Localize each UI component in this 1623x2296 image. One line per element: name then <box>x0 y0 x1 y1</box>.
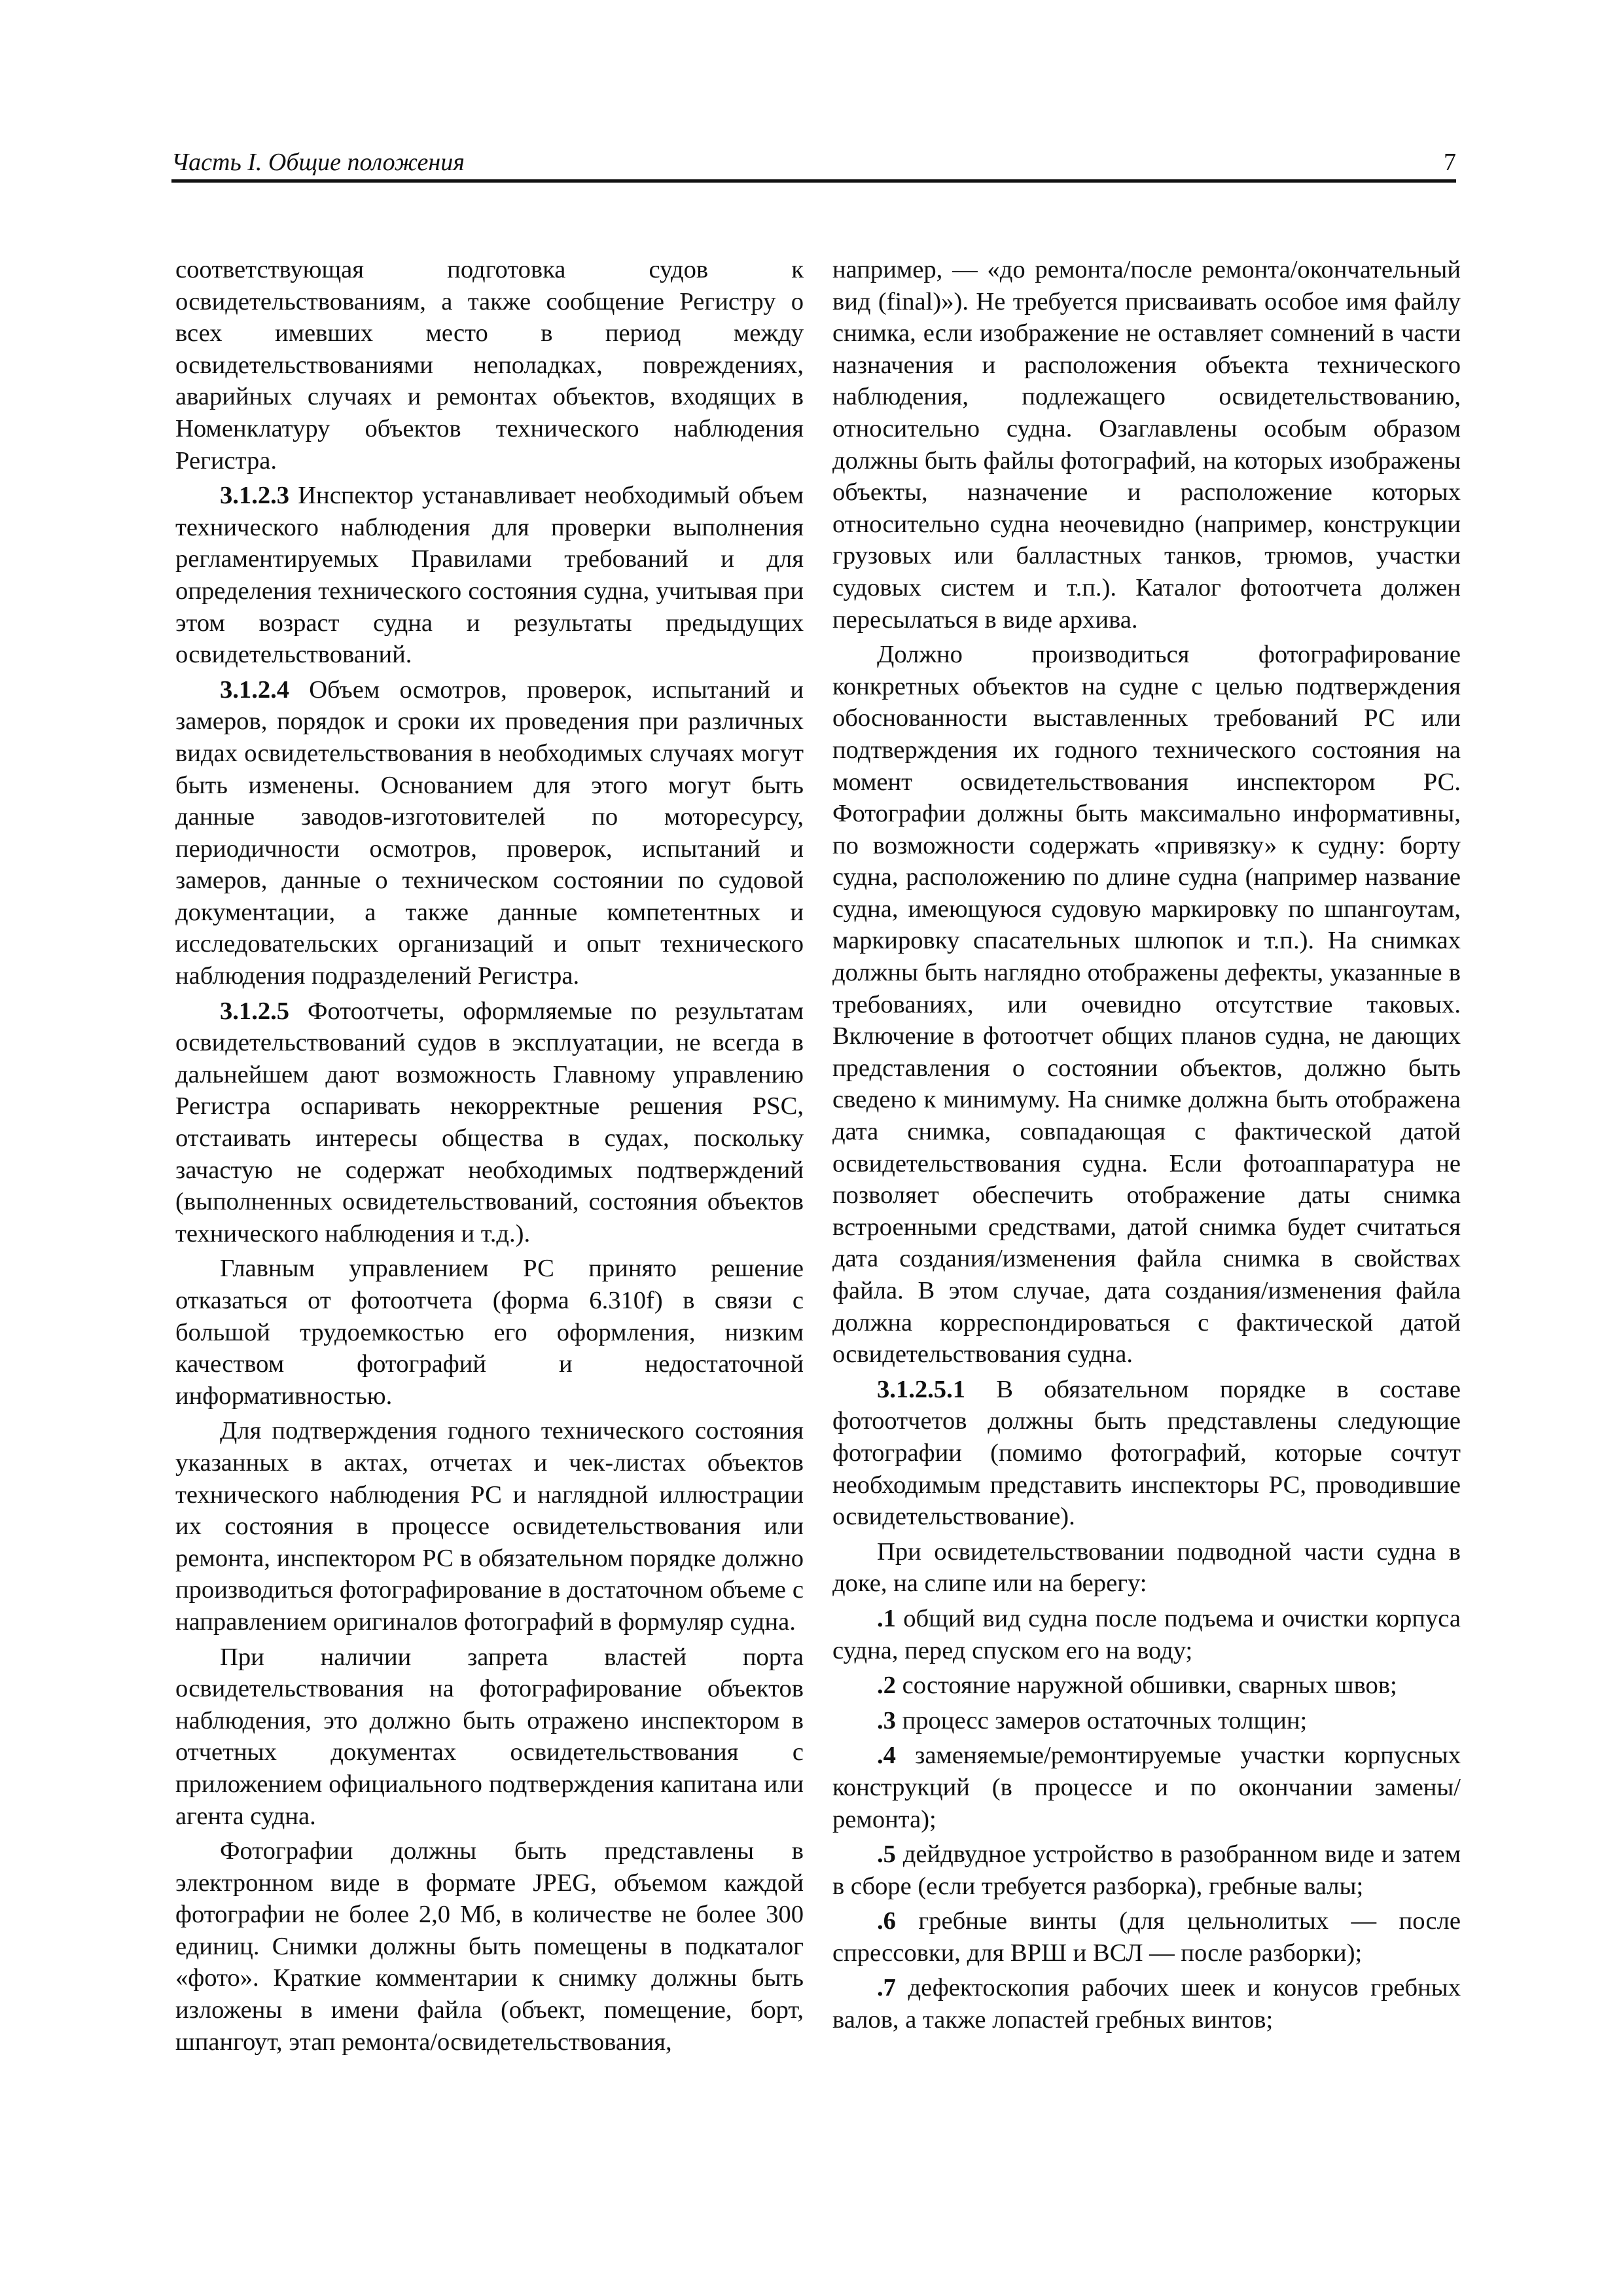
item-number: .6 <box>877 1907 896 1935</box>
list-item <box>832 1905 1461 1969</box>
list-item <box>832 1839 1461 1902</box>
list-item-text: дефектоскопия рабочих шеек и конусов гребных валов, а также лопастей гребных винтов; <box>832 1974 1461 2034</box>
paragraph <box>175 674 804 992</box>
section-number: 3.1.2.3 <box>220 482 290 510</box>
list-item-text: заменяемые/ремонтируемые участки корпусных конструкций (в процессе и по окончании замены/ремонта); <box>832 1742 1461 1833</box>
paragraph <box>175 996 804 1250</box>
list-item-text: общий вид судна после подъема и очистки корпуса судна, перед спуском его на воду; <box>832 1604 1461 1664</box>
paragraph <box>175 254 804 476</box>
paragraph-text: Главным управлением РС принято решение отказаться от фотоотчета (форма 6.310f) в связи с большой трудоемкостью его оформления, низким качеством фотографий и недостаточной информативностью. <box>175 1255 804 1410</box>
page-header <box>171 145 1456 183</box>
section-number: 3.1.2.4 <box>220 675 290 704</box>
list-item <box>832 1740 1461 1835</box>
paragraph-text: В обязательном порядке в составе фотоотчетов должны быть представлены следующие фотографии (помимо фотографий, которые сочтут необходимым представить инспекторы РС, проводившие освидетельствование). <box>832 1375 1461 1531</box>
item-number: .4 <box>877 1742 896 1770</box>
item-number: .7 <box>877 1974 896 2002</box>
section-number: 3.1.2.5.1 <box>877 1375 966 1403</box>
paragraph-text: Объем осмотров, проверок, испытаний и замеров, порядок и сроки их проведения при различных видах освидетельствования в необходимых случаях могут быть изменены. Основанием для этого могут быть данные заводов-изготовителей по моторесурсу, периодичности осмотров, проверок, испытаний и замеров, данные о техническом состоянии по судовой документации, а также данные компетентных и исследовательских организаций и опыт технического наблюдения подразделений Регистра. <box>175 675 804 990</box>
item-number: .3 <box>877 1706 896 1734</box>
list-item-text: дейдвудное устройство в разобранном виде и затем в сборе (если требуется разборка), гребные валы; <box>832 1840 1461 1900</box>
paragraph <box>175 480 804 671</box>
paragraph <box>175 1835 804 2058</box>
paragraph-text: Фотоотчеты, оформляемые по результатам освидетельствований судов в эксплуатации, не всегда в дальнейшем дают возможность Главному управлению Регистра оспаривать некорректные решения PSC, отстаивать интересы общества в судах, поскольку зачастую не содержат необходимых подтверждений (выполненных освидетельствований, состояния объектов технического наблюдения и т.д.). <box>175 997 804 1247</box>
paragraph <box>175 1641 804 1833</box>
page-number: 7 <box>1444 149 1456 176</box>
item-number: .2 <box>877 1672 896 1700</box>
paragraph-text: Для подтверждения годного технического состояния указанных в актах, отчетах и чек-листах объектов технического наблюдения РС и наглядной иллюстрации их состояния в процессе освидетельствования или ремонта, инспектором РС в обязательном порядке должно производиться фотографирование в достаточном объеме с направлением оригиналов фотографий в формуляр судна. <box>175 1417 804 1636</box>
list-item-text: процесс замеров остаточных толщин; <box>895 1706 1308 1734</box>
item-number: .5 <box>877 1840 896 1869</box>
left-column <box>175 254 804 2061</box>
paragraph-text: соответствующая подготовка судов к освидетельствованиям, а также сообщение Регистру о всех имевших место в период между освидетельствованиями неполадках, повреждениях, аварийных случаях и ремонтах объектов, входящих в Номенклатуру объектов технического наблюдения Регистра. <box>175 256 804 475</box>
paragraph <box>832 1374 1461 1533</box>
paragraph <box>832 254 1461 636</box>
paragraph-text: При наличии запрета властей порта освидетельствования на фотографирование объектов наблюдения, это должно быть отражено инспектором в отчетных документах освидетельствования с приложением официального подтверждения капитана или агента судна. <box>175 1643 804 1830</box>
item-number: .1 <box>877 1604 896 1632</box>
paragraph-text: Инспектор устанавливает необходимый объем технического наблюдения для проверки выполнения регламентируемых Правилами требований и для определения технического состояния судна, учитывая при этом возраст судна и результаты предыдущих освидетельствований. <box>175 482 804 669</box>
section-number: 3.1.2.5 <box>220 997 290 1025</box>
list-item <box>832 1705 1461 1737</box>
paragraph <box>175 1415 804 1638</box>
list-item-text: гребные винты (для цельнолитых — после спрессовки, для ВРШ и ВСЛ — после разборки); <box>832 1907 1461 1967</box>
paragraph-text: Должно производиться фотографирование конкретных объектов на судне с целью подтверждения обоснованности выставленных требований РС или подтверждения их годного технического состояния на момент освидетельствования инспектором РС. Фотографии должны быть максимально информативны, по возможности содержать «привязку» к судну: борту судна, расположению по длине судна (например название судна, имеющуюся судовую маркировку по шпангоутам, маркировку спасательных шлюпок и т.п.). На снимках должны быть наглядно отображены дефекты, указанные в требованиях, или очевидно отсутствие таковых. Включение в фотоотчет общих планов судна, не дающих представления о состоянии объектов, должно быть сведено к минимуму. На снимке должна быть отображена дата снимка, совпадающая с фактической датой освидетельствования судна. Если фотоаппаратура не позволяет обеспечить отображение даты снимка встроенными средствами, датой снимка будет считаться дата создания/изменения файла снимка в свойствах файла. В этом случае, дата создания/изменения файла должна корреспондироваться с фактической датой освидетельствования судна. <box>832 641 1461 1369</box>
list-item-text: состояние наружной обшивки, сварных швов; <box>895 1672 1397 1700</box>
paragraph-text: Фотографии должны быть представлены в электронном виде в формате JPEG, объемом каждой фотографии не более 2,0 Мб, в количестве не более 300 единиц. Снимки должны быть помещены в подкаталог «фото». Краткие комментарии к снимку должны быть изложены в имени файла (объект, помещение, борт, шпангоут, этап ремонта/освидетельствования, <box>175 1837 804 2056</box>
list-item <box>832 1670 1461 1702</box>
paragraph-text: При освидетельствовании подводной части судна в доке, на слипе или на берегу: <box>832 1537 1461 1598</box>
list-item <box>832 1972 1461 2036</box>
paragraph <box>832 1536 1461 1600</box>
right-column <box>832 254 1461 2039</box>
paragraph <box>175 1253 804 1412</box>
list-item <box>832 1603 1461 1666</box>
running-title: Часть I. Общие положения <box>171 149 465 176</box>
paragraph-text: например, — «до ремонта/после ремонта/окончательный вид (final)»). Не требуется присваивать особое имя файлу снимка, если изображение не оставляет сомнений в части назначения и расположения объекта технического наблюдения, подлежащего освидетельствованию, относительно судна. Озаглавлены особым образом должны быть файлы фотографий, на которых изображены объекты, назначение и расположение которых относительно судна неочевидно (например, конструкции грузовых или балластных танков, трюмов, участки судовых систем и т.п.). Каталог фотоотчета должен пересылаться в виде архива. <box>832 256 1461 634</box>
paragraph <box>832 639 1461 1371</box>
